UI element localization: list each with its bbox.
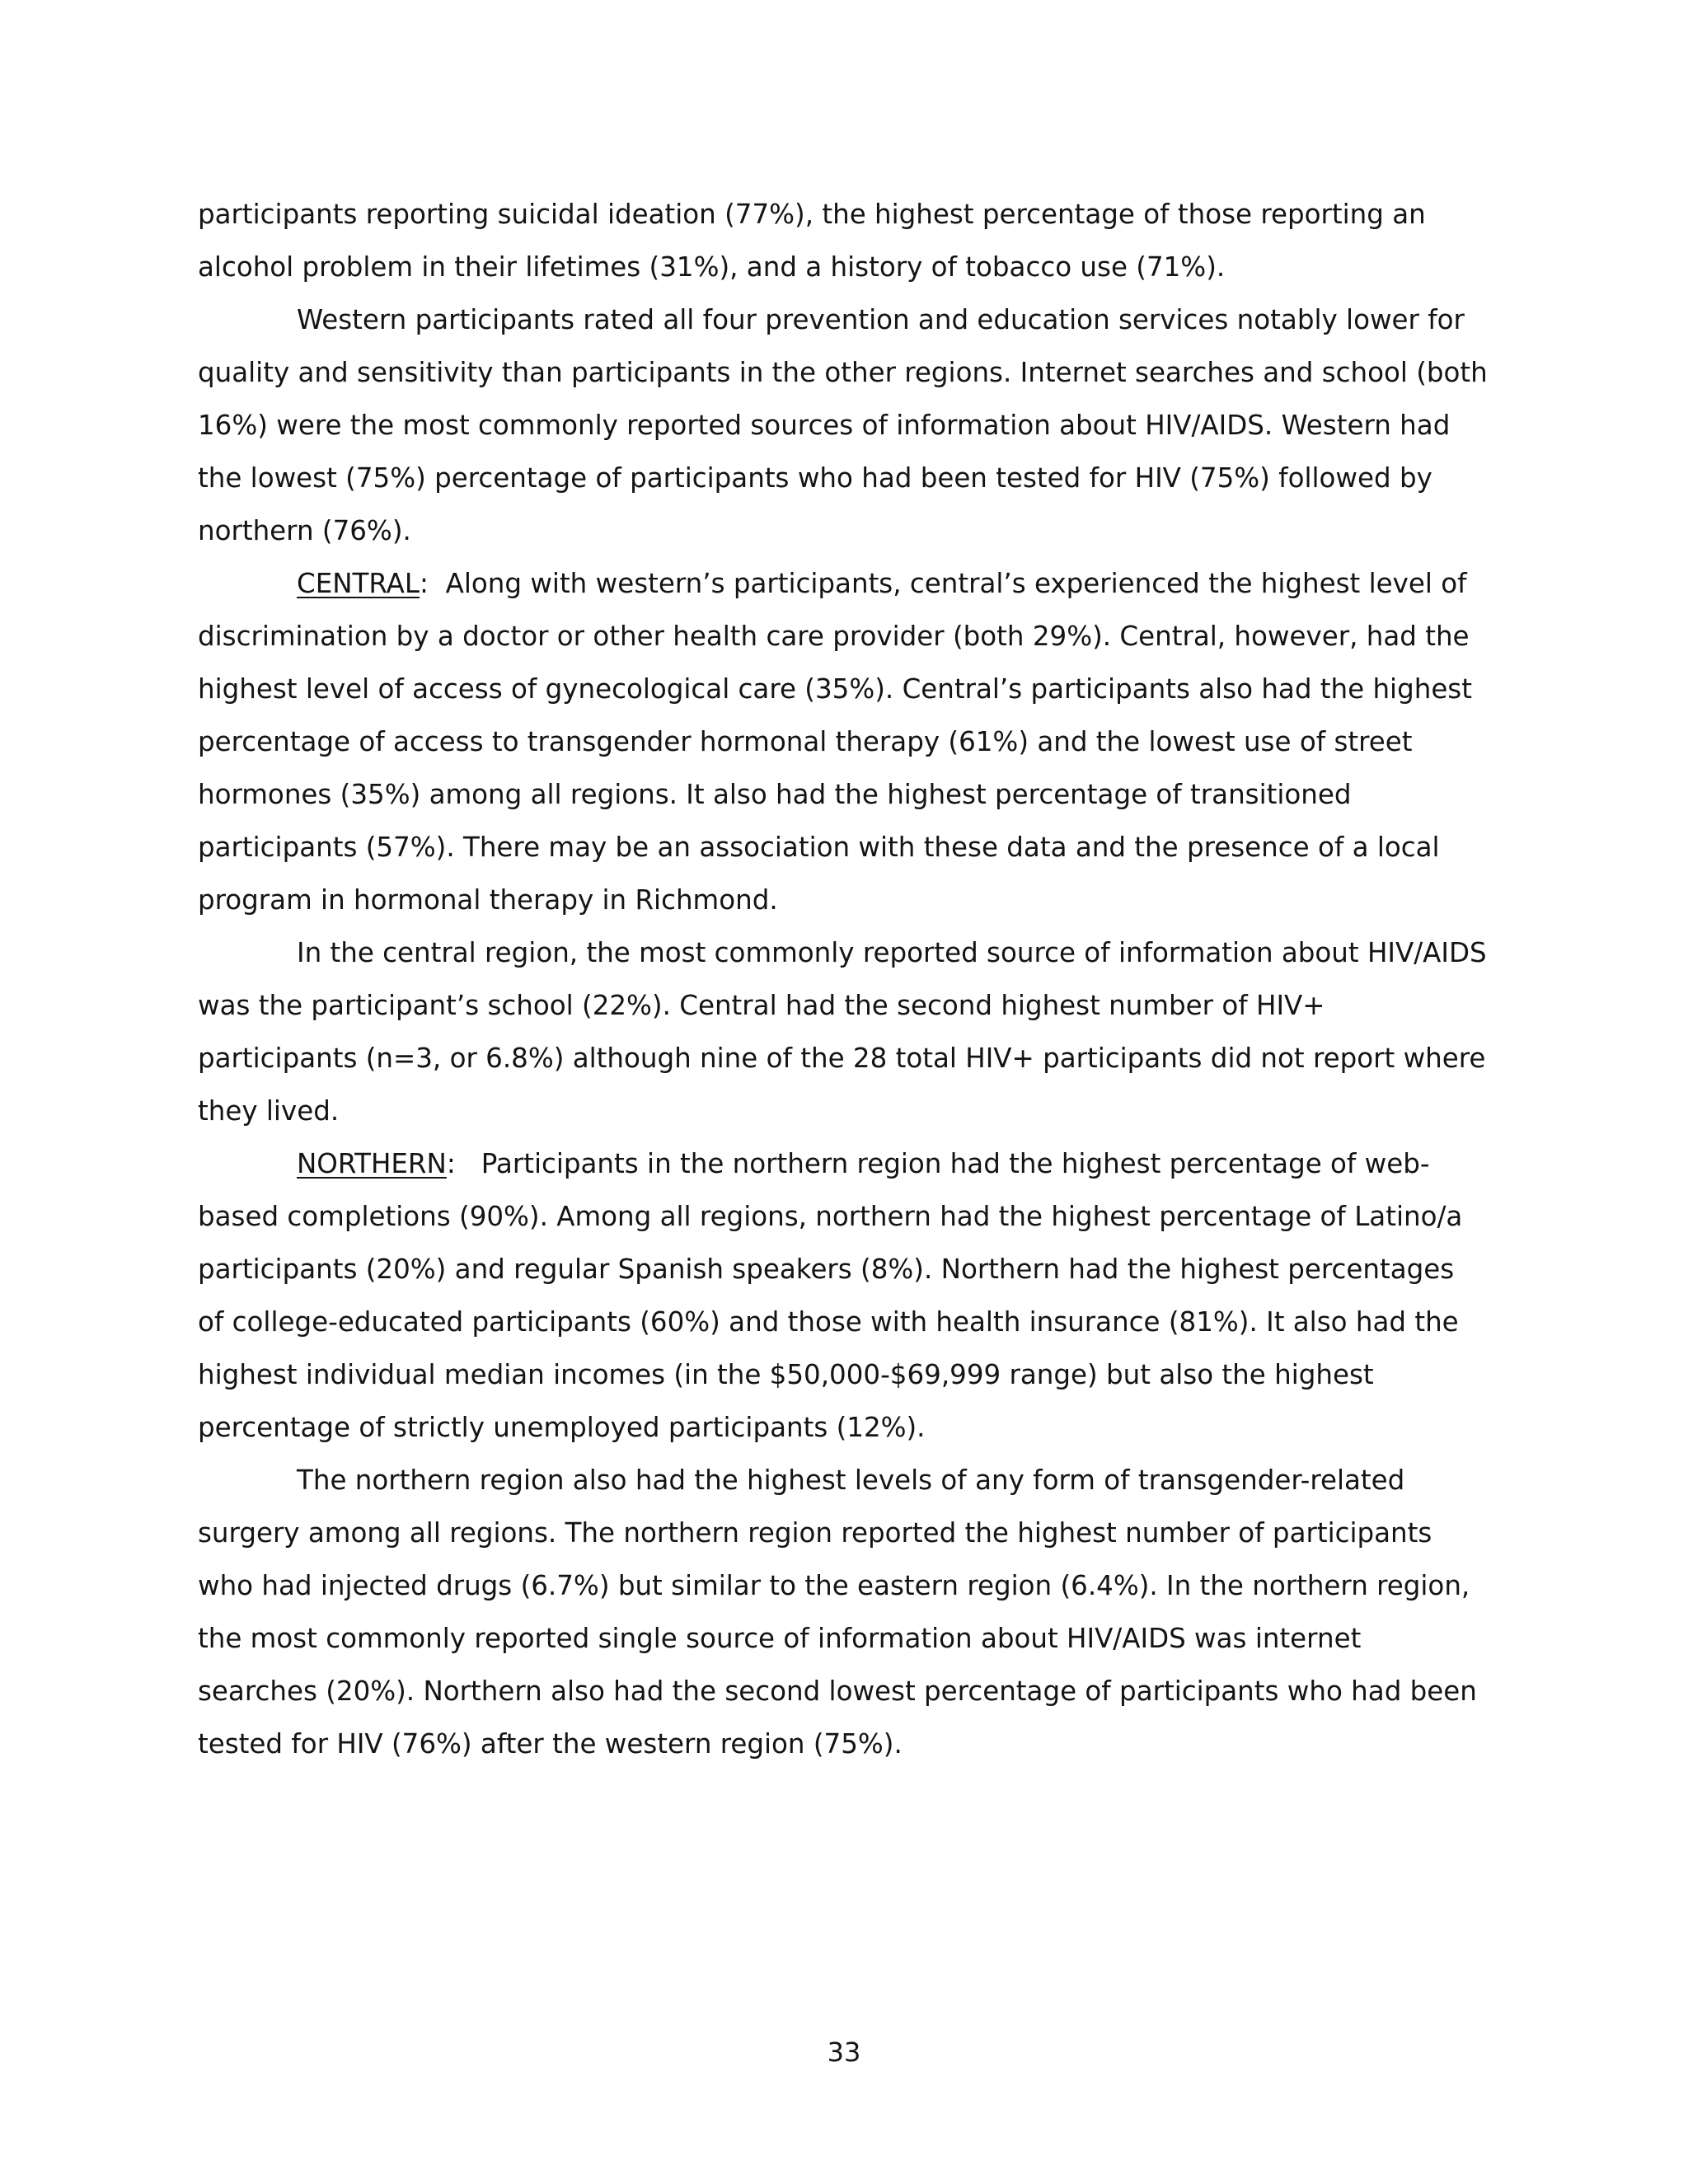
page-number: 33 <box>827 2036 861 2068</box>
body-text <box>198 188 1488 1770</box>
paragraph-text: Western participants rated all four prevention and education services notably lower for quality and sensitivity than participants in the other regions. Internet searches and school (both 16%) were the most commonly reported sources of information about HIV/AIDS. Western had the lowest (75%) percentage of participants who had been tested for HIV (75%) followed by northern (76%). <box>198 304 1488 546</box>
paragraph-central <box>198 557 1488 926</box>
heading-separator: : <box>420 568 446 599</box>
paragraph-text: participants reporting suicidal ideation (77%), the highest percentage of those reporting an alcohol problem in their lifetimes (31%), and a history of tobacco use (71%). <box>198 199 1426 283</box>
paragraph-text: Along with western’s participants, central’s experienced the highest level of discrimination by a doctor or other health care provider (both 29%). Central, however, had the highest level of access of gynecological care (35%). Central’s participants also had the highest percentage of access to transgender hormonal therapy (61%) and the lowest use of street hormones (35%) among all regions. It also had the highest percentage of transitioned participants (57%). There may be an association with these data and the presence of a local program in hormonal therapy in Richmond. <box>198 568 1472 916</box>
paragraph-northern-surgery <box>198 1454 1488 1770</box>
paragraph-text: In the central region, the most commonly reported source of information about HIV/AIDS was the participant’s school (22%). Central had the second highest number of HIV+ participants (n=3, or 6.8%) although nine of the 28 total HIV+ participants did not report where they lived. <box>198 937 1487 1127</box>
paragraph-text: The northern region also had the highest levels of any form of transgender-related surgery among all regions. The northern region reported the highest number of participants who had injected drugs (6.7%) but similar to the eastern region (6.4%). In the northern region, the most commonly reported single source of information about HIV/AIDS was internet searches (20%). Northern also had the second lowest percentage of participants who had been tested for HIV (76%) after the western region (75%). <box>198 1465 1477 1760</box>
paragraph-continuation <box>198 188 1488 293</box>
paragraph-text: Participants in the northern region had the highest percentage of web-based completions (90%). Among all regions, northern had the highest percentage of Latino/a participants (20%) and regular Spanish speakers (8%). Northern had the highest percentages of college-educated participants (60%) and those with health insurance (81%). It also had the highest individual median incomes (in the $50,000-$69,999 range) but also the highest percentage of strictly unemployed participants (12%). <box>198 1148 1463 1443</box>
paragraph-western <box>198 293 1488 557</box>
heading-separator: : <box>446 1148 481 1179</box>
paragraph-northern <box>198 1137 1488 1454</box>
paragraph-central-hiv <box>198 926 1488 1137</box>
region-heading-central: CENTRAL <box>297 568 420 599</box>
region-heading-northern: NORTHERN <box>297 1148 447 1179</box>
